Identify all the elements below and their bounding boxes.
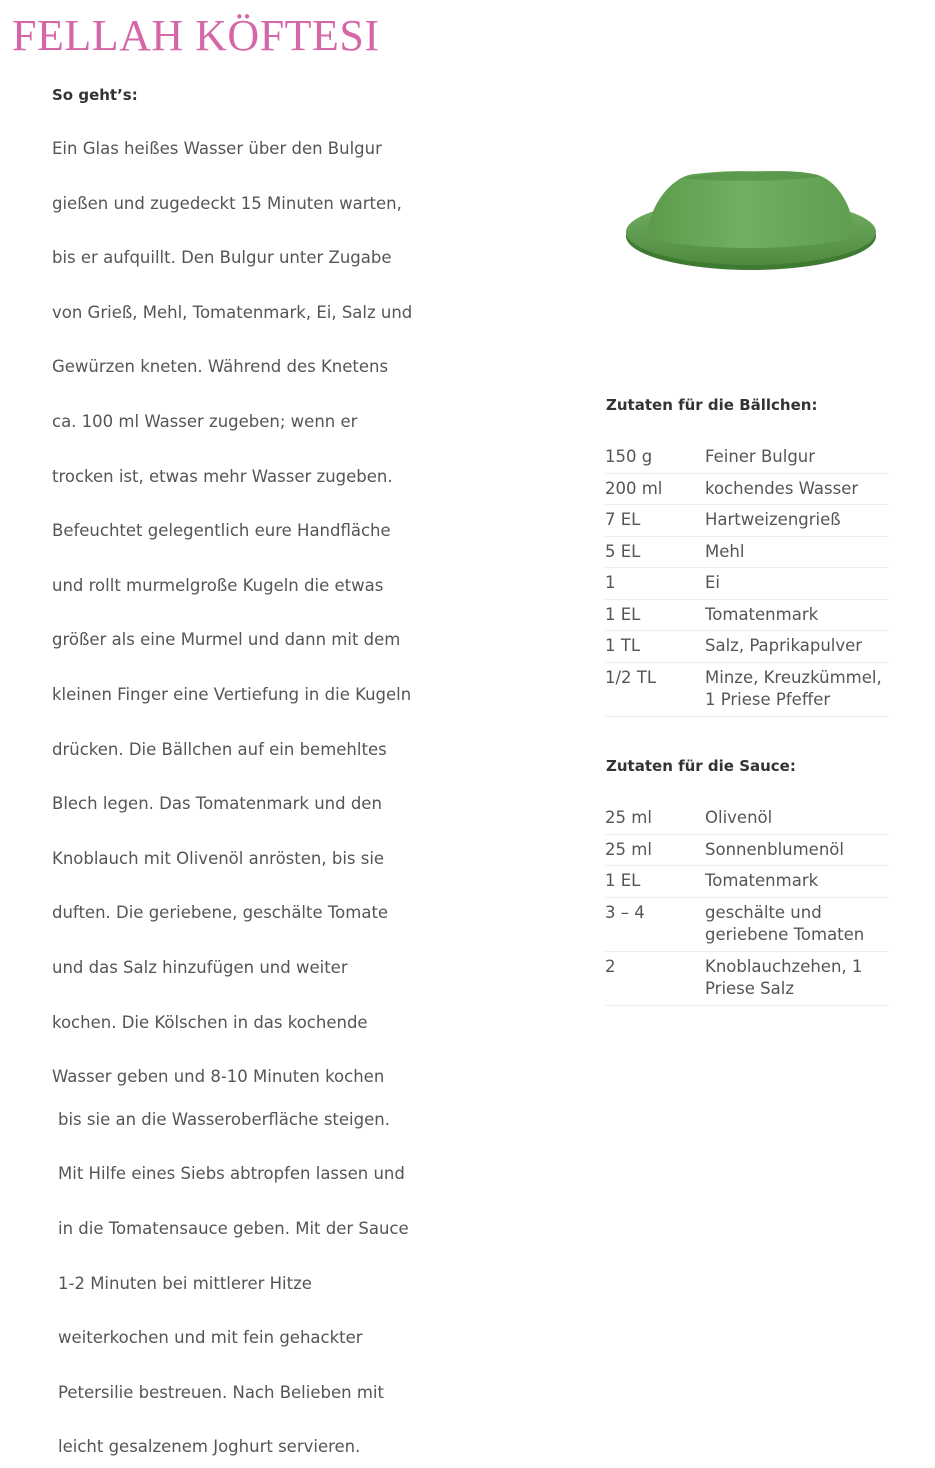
instruction-line: leicht gesalzenem Joghurt servieren.: [58, 1437, 361, 1456]
balls-ingredients-table: [605, 442, 889, 717]
instruction-line: duften. Die geriebene, geschälte Tomate: [52, 903, 389, 922]
table-row: [605, 599, 889, 631]
table-row: [605, 803, 889, 834]
ingredient-name: Feiner Bulgur: [705, 442, 889, 473]
instruction-line: von Grieß, Mehl, Tomatenmark, Ei, Salz und: [52, 303, 413, 322]
green-dome-mold-icon: [624, 166, 880, 284]
instruction-line: Wasser geben und 8-10 Minuten kochen: [52, 1067, 385, 1086]
table-row: [605, 834, 889, 866]
ingredient-qty: 25 ml: [605, 803, 705, 834]
instruction-line: Befeuchtet gelegentlich eure Handfläche: [52, 521, 391, 540]
ingredient-qty: 7 EL: [605, 505, 705, 537]
instruction-line: gießen und zugedeckt 15 Minuten warten,: [52, 194, 402, 213]
instruction-line: ca. 100 ml Wasser zugeben; wenn er: [52, 412, 358, 431]
instruction-line: Petersilie bestreuen. Nach Belieben mit: [58, 1383, 384, 1402]
ingredient-name: Tomatenmark: [705, 599, 889, 631]
instruction-line: trocken ist, etwas mehr Wasser zugeben.: [52, 467, 393, 486]
ingredient-qty: 25 ml: [605, 834, 705, 866]
ingredient-name: Ei: [705, 568, 889, 600]
ingredient-name: Hartweizengrieß: [705, 505, 889, 537]
ingredient-qty: 150 g: [605, 442, 705, 473]
instruction-line: kochen. Die Kölschen in das kochende: [52, 1013, 368, 1032]
ingredient-name: Sonnenblumenöl: [705, 834, 889, 866]
instruction-line: bis sie an die Wasseroberfläche steigen.: [58, 1110, 390, 1129]
table-row: [605, 897, 889, 951]
table-row: [605, 568, 889, 600]
instruction-line: in die Tomatensauce geben. Mit der Sauce: [58, 1219, 409, 1238]
table-row: [605, 442, 889, 473]
page-title: FELLAH KÖFTESI: [12, 11, 380, 60]
instruction-line: weiterkochen und mit fein gehackter: [58, 1328, 363, 1347]
table-row: [605, 473, 889, 505]
table-row: [605, 866, 889, 898]
ingredient-qty: 2: [605, 951, 705, 1005]
instruction-line: Ein Glas heißes Wasser über den Bulgur: [52, 139, 382, 158]
ingredient-name: Olivenöl: [705, 803, 889, 834]
ingredient-qty: 3 – 4: [605, 897, 705, 951]
sauce-ingredients-table: [605, 803, 889, 1006]
ingredient-name: Mehl: [705, 536, 889, 568]
ingredient-qty: 200 ml: [605, 473, 705, 505]
instruction-line: kleinen Finger eine Vertiefung in die Kugeln: [52, 685, 412, 704]
ingredient-name: geschälte und geriebene Tomaten: [705, 897, 889, 951]
instruction-line: Knoblauch mit Olivenöl anrösten, bis sie: [52, 849, 385, 868]
instruction-line: 1-2 Minuten bei mittlerer Hitze: [58, 1274, 312, 1293]
ingredient-qty: 1/2 TL: [605, 662, 705, 716]
ingredient-name: Salz, Paprikapulver: [705, 631, 889, 663]
ingredient-qty: 5 EL: [605, 536, 705, 568]
table-row: [605, 662, 889, 716]
ingredient-name: kochendes Wasser: [705, 473, 889, 505]
instruction-line: und rollt murmelgroße Kugeln die etwas: [52, 576, 384, 595]
balls-heading: Zutaten für die Bällchen:: [606, 396, 818, 414]
instruction-line: größer als eine Murmel und dann mit dem: [52, 630, 401, 649]
instruction-line: Gewürzen kneten. Während des Knetens: [52, 357, 389, 376]
ingredient-qty: 1 EL: [605, 866, 705, 898]
instruction-line: und das Salz hinzufügen und weiter: [52, 958, 348, 977]
instruction-line: bis er aufquillt. Den Bulgur unter Zugabe: [52, 248, 392, 267]
ingredient-name: Tomatenmark: [705, 866, 889, 898]
table-row: [605, 536, 889, 568]
instruction-line: drücken. Die Bällchen auf ein bemehltes: [52, 740, 387, 759]
table-row: [605, 505, 889, 537]
table-row: [605, 631, 889, 663]
ingredient-qty: 1 EL: [605, 599, 705, 631]
table-row: [605, 951, 889, 1005]
sauce-heading: Zutaten für die Sauce:: [606, 757, 796, 775]
ingredient-qty: 1 TL: [605, 631, 705, 663]
instruction-line: Mit Hilfe eines Siebs abtropfen lassen und: [58, 1164, 405, 1183]
instructions-heading: So geht’s:: [52, 86, 138, 104]
instruction-line: Blech legen. Das Tomatenmark und den: [52, 794, 382, 813]
ingredient-qty: 1: [605, 568, 705, 600]
ingredient-name: Minze, Kreuzkümmel, 1 Priese Pfeffer: [705, 662, 889, 716]
ingredient-name: Knoblauchzehen, 1 Priese Salz: [705, 951, 889, 1005]
